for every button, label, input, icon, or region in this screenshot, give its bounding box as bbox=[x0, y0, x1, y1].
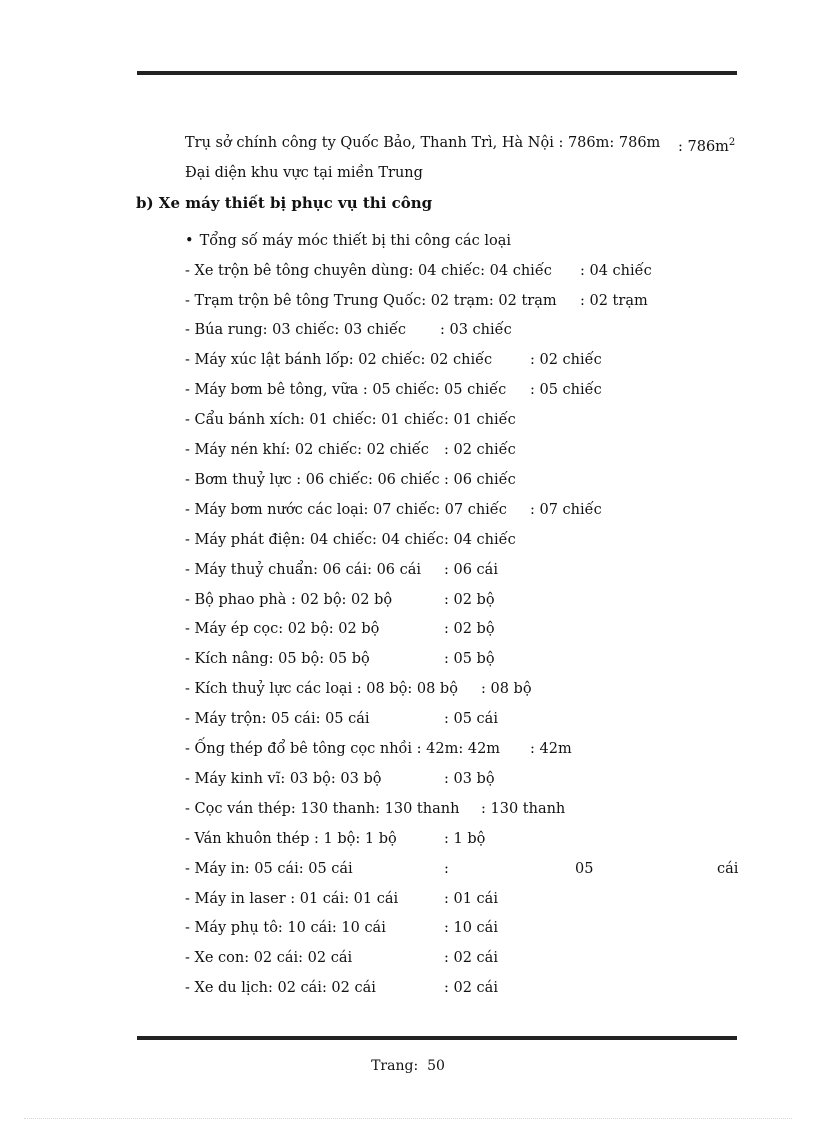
equipment-row: - Máy xúc lật bánh lốp: 02 chiếc: 02 chiếc : 02 chiếc bbox=[185, 352, 602, 368]
equipment-row: - Bơm thuỷ lực : 06 chiếc: 06 chiếc : 06 chiếc bbox=[185, 472, 516, 488]
page-edge-dots bbox=[24, 1118, 792, 1119]
equipment-row: - Xe trộn bê tông chuyên dùng: 04 chiếc: 04 chiếc : 04 chiếc bbox=[185, 263, 652, 279]
equipment-row: - Máy trộn: 05 cái: 05 cái : 05 cái bbox=[185, 711, 498, 727]
bullet-icon: • bbox=[185, 233, 194, 249]
bullet-summary bbox=[185, 232, 511, 250]
equipment-row: - Cọc ván thép: 130 thanh: 130 thanh : 130 thanh bbox=[185, 801, 566, 817]
equipment-row: - Trạm trộn bê tông Trung Quốc: 02 trạm: 02 trạm : 02 trạm bbox=[185, 293, 648, 309]
regional-office-line: Đại diện khu vực tại miền Trung bbox=[185, 165, 423, 181]
page-footer bbox=[0, 1058, 816, 1074]
equipment-row: - Ván khuôn thép : 1 bộ: 1 bộ : 1 bộ bbox=[185, 831, 486, 847]
section-heading: b) Xe máy thiết bị phục vụ thi công bbox=[136, 194, 433, 212]
headquarters-area: : $786m^2$ bbox=[678, 137, 736, 155]
equipment-row: - Máy in laser : 01 cái: 01 cái : 01 cái bbox=[185, 891, 498, 907]
equipment-row: - Xe con: 02 cái: 02 cái : 02 cái bbox=[185, 950, 498, 966]
bullet-text: Tổng số máy móc thiết bị thi công các loại bbox=[199, 233, 511, 249]
page-number: 50 bbox=[427, 1058, 445, 1074]
equipment-row: - Bộ phao phà : 02 bộ: 02 bộ : 02 bộ bbox=[185, 592, 495, 608]
equipment-row: - Ống thép đổ bê tông cọc nhồi : 42m: 42m : 42m bbox=[185, 741, 572, 757]
equipment-row: - Cẩu bánh xích: 01 chiếc: 01 chiếc : 01 chiếc bbox=[185, 412, 516, 428]
footer-rule bbox=[137, 1036, 737, 1040]
equipment-row: - Máy ép cọc: 02 bộ: 02 bộ : 02 bộ bbox=[185, 621, 495, 637]
equipment-row: - Máy thuỷ chuẩn: 06 cái: 06 cái : 06 cái bbox=[185, 562, 498, 578]
equipment-row: - Kích nâng: 05 bộ: 05 bộ : 05 bộ bbox=[185, 651, 495, 667]
equipment-row: - Máy nén khí: 02 chiếc: 02 chiếc : 02 chiếc bbox=[185, 442, 516, 458]
page-label: Trang: bbox=[371, 1058, 419, 1074]
equipment-row: - Máy kinh vĩ: 03 bộ: 03 bộ : 03 bộ bbox=[185, 771, 495, 787]
equipment-row: - Xe du lịch: 02 cái: 02 cái : 02 cái bbox=[185, 980, 498, 996]
equipment-row: - Máy bơm bê tông, vữa : 05 chiếc: 05 chiếc : 05 chiếc bbox=[185, 382, 602, 398]
header-rule bbox=[137, 71, 737, 75]
headquarters-line bbox=[185, 134, 660, 152]
equipment-row: - Máy phát điện: 04 chiếc: 04 chiếc : 04 chiếc bbox=[185, 532, 516, 548]
equipment-row: - Búa rung: 03 chiếc: 03 chiếc : 03 chiếc bbox=[185, 322, 512, 338]
equipment-row: - Máy phụ tô: 10 cái: 10 cái : 10 cái bbox=[185, 920, 498, 936]
equipment-row: - Máy bơm nước các loại: 07 chiếc: 07 chiếc : 07 chiếc bbox=[185, 502, 602, 518]
equipment-row: - Máy in: 05 cái: 05 cái : 05 cái bbox=[185, 861, 739, 877]
headquarters-text: Trụ sở chính công ty Quốc Bảo, Thanh Trì, Hà Nội : 786m: 786m bbox=[185, 135, 661, 151]
equipment-row: - Kích thuỷ lực các loại : 08 bộ: 08 bộ : 08 bộ bbox=[185, 681, 532, 697]
